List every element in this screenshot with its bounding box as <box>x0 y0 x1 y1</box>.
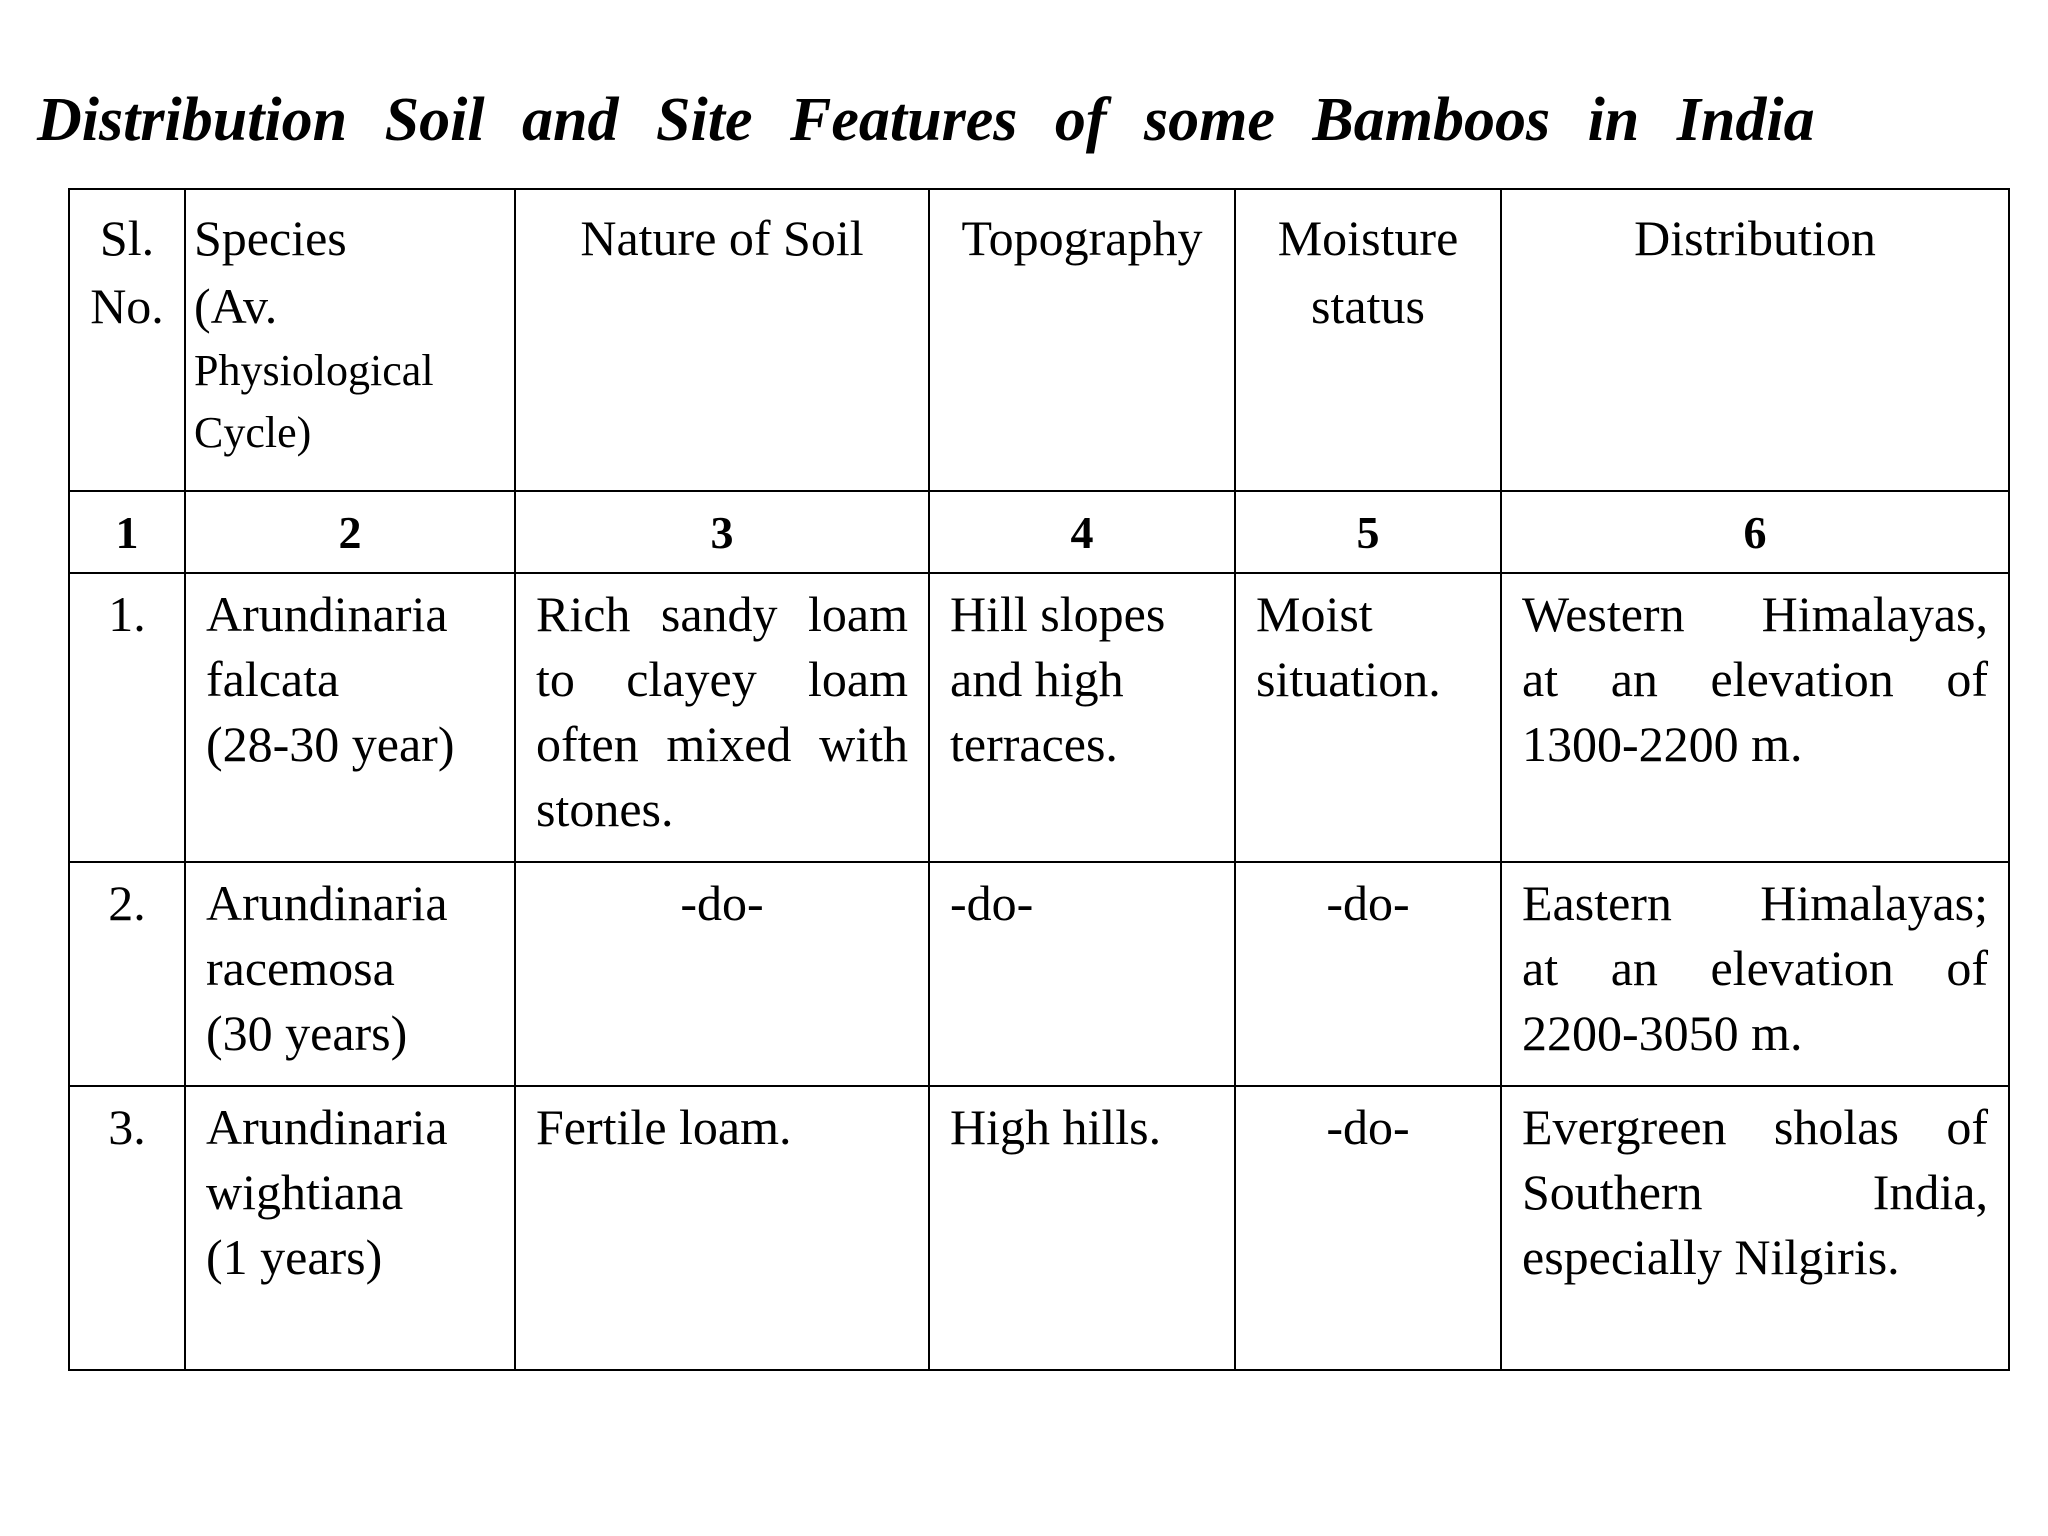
topography-cell: -do- <box>929 862 1235 1086</box>
table-row <box>69 1086 2009 1370</box>
distribution-line: especially Nilgiris. <box>1522 1229 1900 1285</box>
bamboo-features-table <box>68 188 2010 1371</box>
topography-cell: Hill slopes and high terraces. <box>929 573 1235 862</box>
column-number: 5 <box>1235 491 1501 573</box>
column-number: 6 <box>1501 491 2009 573</box>
moisture-cell: Moist situation. <box>1235 573 1501 862</box>
header-topography: Topography <box>929 189 1235 491</box>
species-name-line: Arundinaria <box>206 875 448 931</box>
distribution-line: Eastern Himalayas; <box>1522 875 1988 931</box>
sl-no-cell: 1. <box>69 573 185 862</box>
column-number: 2 <box>185 491 515 573</box>
species-cycle: (28-30 year) <box>206 716 455 772</box>
header-moisture-status: Moisture status <box>1235 189 1501 491</box>
soil-cell: Fertile loam. <box>515 1086 929 1370</box>
header-species-line-2: (Av. <box>194 278 278 334</box>
moisture-cell: -do- <box>1235 862 1501 1086</box>
species-name-line: Arundinaria <box>206 1099 448 1155</box>
header-species-line-4: Cycle) <box>194 408 312 457</box>
species-cell <box>185 573 515 862</box>
column-number: 4 <box>929 491 1235 573</box>
column-number: 3 <box>515 491 929 573</box>
distribution-line: at an elevation of <box>1522 940 1988 996</box>
sl-no-cell: 2. <box>69 862 185 1086</box>
soil-cell: -do- <box>515 862 929 1086</box>
column-number: 1 <box>69 491 185 573</box>
distribution-line: Evergreen sholas of <box>1522 1099 1988 1155</box>
distribution-line: 1300-2200 m. <box>1522 716 1803 772</box>
species-name-line: Arundinaria <box>206 586 448 642</box>
distribution-line: Western Himalayas, <box>1522 586 1988 642</box>
species-name-line: racemosa <box>206 940 395 996</box>
species-cell <box>185 862 515 1086</box>
sl-no-cell: 3. <box>69 1086 185 1370</box>
species-cycle: (30 years) <box>206 1005 408 1061</box>
header-species-line-1: Species <box>194 210 347 266</box>
distribution-cell <box>1501 573 2009 862</box>
header-species <box>185 189 515 491</box>
column-number-row <box>69 491 2009 573</box>
moisture-cell: -do- <box>1235 1086 1501 1370</box>
page-title: Distribution Soil and Site Features of some Bamboos in India <box>37 86 1815 154</box>
header-sl-no: Sl. No. <box>69 189 185 491</box>
species-name-line: wightiana <box>206 1164 404 1220</box>
distribution-line: at an elevation of <box>1522 651 1988 707</box>
table-row <box>69 573 2009 862</box>
table-header-row <box>69 189 2009 491</box>
species-name-line: falcata <box>206 651 340 707</box>
distribution-cell <box>1501 1086 2009 1370</box>
header-distribution: Distribution <box>1501 189 2009 491</box>
soil-cell: Rich sandy loam to clayey loam often mixed with stones. <box>515 573 929 862</box>
header-nature-of-soil: Nature of Soil <box>515 189 929 491</box>
header-species-line-3: Physiological <box>194 346 434 395</box>
species-cell <box>185 1086 515 1370</box>
distribution-line: 2200-3050 m. <box>1522 1005 1803 1061</box>
distribution-cell <box>1501 862 2009 1086</box>
species-cycle: (1 years) <box>206 1229 383 1285</box>
topography-cell: High hills. <box>929 1086 1235 1370</box>
distribution-line: Southern India, <box>1522 1164 1988 1220</box>
table-row <box>69 862 2009 1086</box>
